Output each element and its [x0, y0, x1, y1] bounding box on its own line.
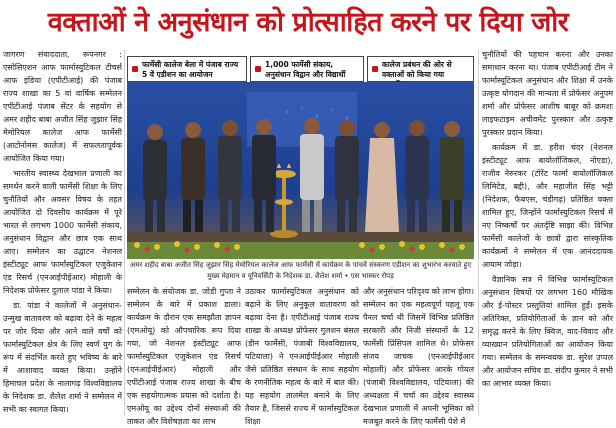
paragraph: वैज्ञानिक सत्र में विभिन्न फार्मास्युटिकल अनुसंधान विषयों पर लगभग 160 मौखिक और ई-पोस्टर प्रस्तुतियां शामिल हुईं। इसके अतिरिक्त, प्रतियोगिताओं के ज्ञान को और समृद्ध करने के लिए क्विज, वाद-विवाद और व्याख्यान प्रतियोगिताओं का आयोजन किया गया। सम्मेलन के समन्वयक डा. सुरेश उप्पल और आयोजन सचिव डा. संदीप कुमार ने सभी का आभार व्यक्त किया।	[482, 275, 613, 388]
article-column-1	[3, 48, 122, 417]
paragraph: चुनौतियों की पहचान करना और उनका समाधान करना था। पंजाब एपीटीआई टीम ने फार्मास्यूटिकल अनुसंधान और शिक्षा में उनके उत्कृष्ट योगदान की मान्यता में प्रोफेसर अनुपम शर्मा और प्रोफेसर आशीष बाबूर को क्रमशः लाइफटाइम अचीवमेंट पुरस्कार और उत्कृष्ट पुरस्कार प्रदान किया।	[482, 50, 613, 137]
paragraph: सम्मेलन के संयोजक डा. जोडी गुप्ता ने सम्मेलन के बारे में प्रकाश डाला। कार्यक्रम के दौरान एक समझौता ज्ञापन (एमओयू) को औपचारिक रूप दिया गया, जो नेशनल इंस्टीट्यूट आफ फार्मास्युटिकल एजुकेशन एंड रिसर्च (एनआईपीईआर) मोहाली और एपीटीआई पंजाब राज्य शाखा के बीच एक सहयोगात्मक प्रयास को दर्शाता है। एमओयू का उद्देश्य दोनों संस्थाओं की ताकत और विशेषज्ञता का लाभ	[127, 287, 241, 426]
bullet-icon	[372, 66, 378, 72]
article-column-5	[482, 48, 613, 417]
event-photo	[127, 82, 474, 259]
bullet-icon	[255, 66, 261, 72]
paragraph: भारतीय स्वास्थ्य देखभाल प्रणाली का समर्थन करने वाली फार्मेसी शिक्षा के लिए चुनौतियों और अवसर विषय के तहत आयोजित दो दिवसीय कार्यक्रम में पूरे भारत से लगभग 1000 फार्मेसी संकाय, अनुसंधान विद्वान और छात्र एक साथ आए। सम्मेलन का उद्घाटन नेशनल इंस्टीट्यूट आफ फार्मास्युटिकल एजुकेशन एंड रिसर्च (एनआईपीईआर) मोहाली के निदेशक प्रोफेसर दुलाल पांडा ने किया।	[3, 169, 122, 295]
paragraph: कार्यक्रम में डा. हरीश चंदर (नेशनल इंस्टीट्यूट आफ बायोलॉजिकल, नोएडा), राजीव नेरुरकर (टोरेंट फार्मा बायोलॉजिकल लिमिटेड, बद्दी), और महाजीत सिंह भट्टी (निदेशक, फैबएस, चंडीगढ़) प्रतिष्ठित वक्ता शामिल हुए, जिन्होंने फार्मास्युटिकल रिसर्च में नए निष्कर्षों पर अंतर्दृष्टि साझा की। विभिन्न फार्मेसी कालेजों के छात्रों द्वारा सांस्कृतिक कार्यक्रमों ने सम्मेलन में एक आनंददायक आयाम जोड़ा।	[482, 143, 613, 269]
paragraph: डा. पांडा ने कालेजों में अनुसंधान-उन्मुख वातावरण को बढ़ावा देने के महत्व पर जोर दिया और आने वाले वर्षों को फार्मास्युटिकल क्षेत्र के लिए स्वर्ण युग के रूप में संदर्भित करते हुए भविष्य के बारे में आशावाद व्यक्त किया। उन्होंने हिमाचल प्रदेश के नालागढ़ विश्वविद्यालय के निदेशक डा. शैलेश शर्मा ने सम्मेलन में सभी का स्वागत किया।	[3, 301, 122, 414]
paragraph: और अनुसंधान परिदृश्य को लाभ होगा। सम्मेलन का एक महत्वपूर्ण पहलू एक पैनल चर्चा थी जिसमें विभिन्न प्रतिष्ठित सरकारी और निजी संस्थानों के 12 फार्मेसी प्रिंसिपल शामिल थे। प्रोफेसर संजय जाचक (एनआईपीईआर मोहाली) और प्रोफेसर आरके गोयल (पंजाबी विश्वविद्यालय, पटियाला) की अध्यक्षता में चर्चा का उद्देश्य स्वास्थ्य देखभाल प्रणाली में अपनी भूमिका को मजबूत करने के लिए फार्मेसी पेशे में	[363, 287, 475, 426]
article-column-2	[127, 285, 241, 426]
event-photo-illustration	[127, 82, 474, 259]
bullet-icon	[132, 66, 138, 72]
callout-1	[127, 56, 247, 82]
column-divider	[124, 50, 125, 416]
paragraph: उठाकर फार्मास्युटिकल अनुसंधान को बढ़ाने के लिए अनुकूल वातावरण को बढ़ावा देना है। एपीटीआई पंजाब राज्य शाखा के अध्यक्ष प्रोफेसर गुलशन बंसल (डीन फार्मेसी, पंजाबी विश्वविद्यालय, पटियाला) ने एनआईपीईआर मोहाली जैसे प्रतिष्ठित संस्थान के साथ सहयोग के रणनीतिक महत्व के बारे में बात की। यह सहयोग तालमेल बनाने के लिए तैयार है, जिससे राज्य में फार्मास्युटिकल शिक्षा	[245, 287, 359, 426]
callout-text: फार्मेसी कालेज बेला में पंजाब राज्य 5 वें एडीशन का आयोजन	[142, 60, 239, 79]
callout-3	[367, 56, 474, 82]
column-divider	[478, 50, 479, 416]
callout-text: कालेज प्रबंधन की ओर से वक्ताओं को किया गया	[382, 60, 452, 79]
callout-text: 1,000 फार्मेसी संकाय, अनुसंधान विद्वान और विद्यार्थी	[265, 60, 346, 79]
article-column-3	[245, 285, 359, 426]
article-column-4	[363, 285, 475, 426]
callout-2	[250, 56, 364, 82]
photo-caption: अमर शहीद बाबा अजीत सिंह जुझार सिंह मेमोरियल कालेज आफ फार्मेसी में कार्यक्रम के पांचवें संस्करण एडीशन का शुभारंभ करवाते हुए मुख्य मेहमान व यूनिवर्सिटी के निदेशक डा. शैलेश शर्मा • एस भास्कर रोपड़	[129, 261, 472, 280]
paragraph: जागरण संवाददाता, रूपनगर : एसोसिएशन आफ फार्मास्युटिकल टीचर्स आफ इंडिया (एपीटीआई) की पंजाब राज्य शाखा का 5 वां वार्षिक सम्मेलन एपीटीआई पंजाब सेंटर के सहयोग से अमर शहीद बाबा अजीत सिंह जुझार सिंह मेमोरियल कालेज आफ फार्मेसी (आटोनोमस कालेज) में सफलतापूर्वक आयोजित किया गया।	[3, 50, 122, 163]
headline: वक्ताओं ने अनुसंधान को प्रोत्साहित करने पर दिया जोर	[47, 7, 569, 38]
